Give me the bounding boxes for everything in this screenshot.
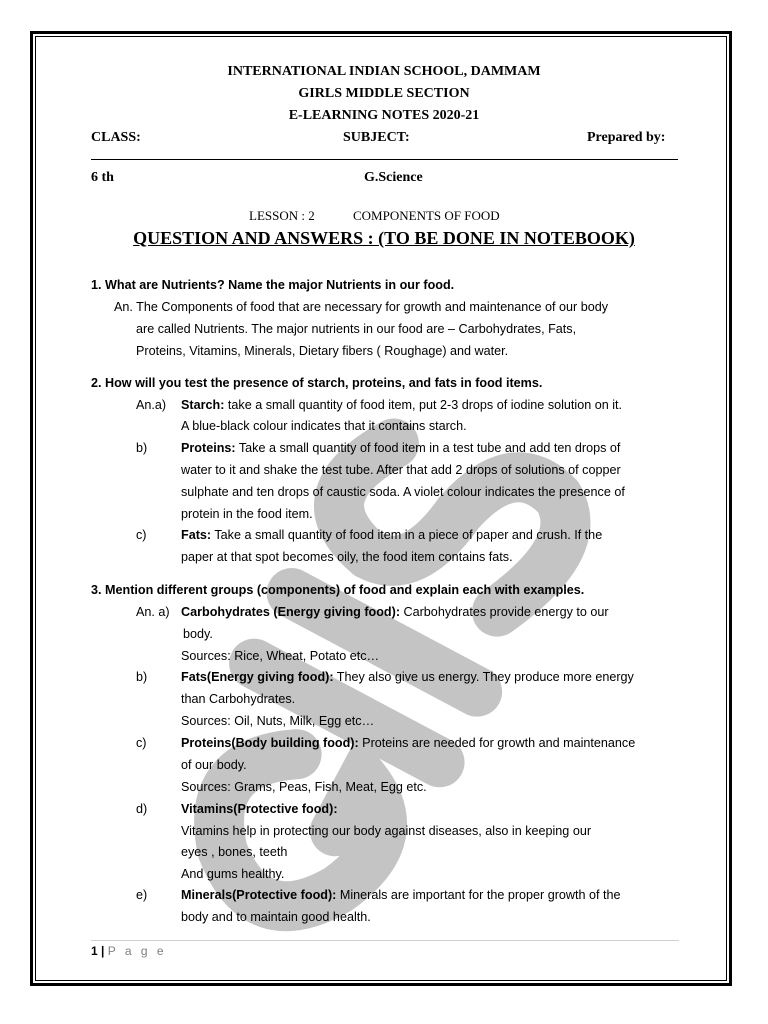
answer-3b-label: b) — [136, 670, 148, 684]
header-rule — [91, 159, 678, 160]
answer-2c-line-1 — [181, 526, 602, 544]
answer-3d-line-2: eyes , bones, teeth — [181, 845, 288, 859]
lesson-number: LESSON : 2 — [249, 208, 315, 223]
class-value: 6 th — [91, 170, 114, 185]
answer-2b-line-3: sulphate and ten drops of caustic soda. A violet colour indicates the presence of — [181, 485, 625, 499]
subject-label: SUBJECT: — [343, 130, 410, 145]
page-separator: | — [101, 944, 105, 958]
answer-3e-label: e) — [136, 888, 148, 902]
answer-3d-term: Vitamins(Protective food): — [181, 802, 338, 816]
answer-3d-line-3: And gums healthy. — [181, 867, 285, 881]
answer-2c-line-2: paper at that spot becomes oily, the food item contains fats. — [181, 550, 513, 564]
answer-3a-label: An. a) — [136, 605, 170, 619]
answer-2b-line-4: protein in the food item. — [181, 507, 313, 521]
school-name: INTERNATIONAL INDIAN SCHOOL, DAMMAM — [227, 64, 541, 79]
answer-3c-label: c) — [136, 736, 147, 750]
notes-title: E-LEARNING NOTES 2020-21 — [288, 108, 480, 123]
page-footer — [91, 944, 167, 958]
answer-3b-sources: Sources: Oil, Nuts, Milk, Egg etc… — [181, 714, 375, 728]
answer-2b-text: Take a small quantity of food item in a test tube and add ten drops of — [235, 441, 621, 455]
answer-3a-line-2: body. — [183, 627, 213, 641]
answer-2b-label: b) — [136, 441, 148, 455]
answer-3a-line-1 — [181, 603, 609, 621]
answer-2a-term: Starch: — [181, 398, 225, 412]
answer-3c-line-1 — [181, 734, 635, 752]
question-2: 2. How will you test the presence of starch, proteins, and fats in food items. — [91, 376, 543, 390]
answer-3a-term: Carbohydrates (Energy giving food): — [181, 605, 401, 619]
answer-3c-sources: Sources: Grams, Peas, Fish, Meat, Egg etc. — [181, 780, 427, 794]
answer-2a-line-2: A blue-black colour indicates that it contains starch. — [181, 419, 467, 433]
answer-1-line-3: Proteins, Vitamins, Minerals, Dietary fibers ( Roughage) and water. — [136, 344, 509, 358]
answer-3b-text: They also give us energy. They produce more energy — [333, 670, 634, 684]
answer-2b-line-1 — [181, 439, 620, 457]
answer-2c-term: Fats: — [181, 528, 212, 542]
answer-2b-term: Proteins: — [181, 441, 236, 455]
answer-3b-line-2: than Carbohydrates. — [181, 692, 296, 706]
answer-3e-line-1 — [181, 886, 621, 904]
answer-2c-label: c) — [136, 528, 147, 542]
answer-3c-line-2: of our body. — [181, 758, 247, 772]
answer-3e-line-2: body and to maintain good health. — [181, 910, 371, 924]
answer-3c-term: Proteins(Body building food): — [181, 736, 359, 750]
question-1: 1. What are Nutrients? Name the major Nutrients in our food. — [91, 278, 455, 292]
page-word: P a g e — [107, 944, 167, 958]
answer-3e-term: Minerals(Protective food): — [181, 888, 337, 902]
answer-2a-text: take a small quantity of food item, put 2-3 drops of iodine solution on it. — [224, 398, 623, 412]
question-3: 3. Mention different groups (components) of food and explain each with examples. — [91, 583, 585, 597]
section-name: GIRLS MIDDLE SECTION — [298, 86, 470, 101]
answer-2a-label: An.a) — [136, 398, 167, 412]
answer-3d-label: d) — [136, 802, 148, 816]
answer-3c-text: Proteins are needed for growth and maintenance — [358, 736, 636, 750]
answer-3e-text: Minerals are important for the proper growth of the — [336, 888, 621, 902]
answer-3b-line-1 — [181, 668, 634, 686]
answer-3a-text: Carbohydrates provide energy to our — [400, 605, 609, 619]
lesson-line — [249, 208, 500, 224]
prepared-by-label: Prepared by: — [587, 130, 666, 145]
subject-value: G.Science — [364, 170, 423, 185]
answer-1-line-2: are called Nutrients. The major nutrients in our food are – Carbohydrates, Fats, — [136, 322, 577, 336]
answer-2c-text: Take a small quantity of food item in a piece of paper and crush. If the — [211, 528, 603, 542]
answer-3d-line-1: Vitamins help in protecting our body against diseases, also in keeping our — [181, 824, 592, 838]
answer-1-line-1: An. The Components of food that are necessary for growth and maintenance of our body — [114, 300, 609, 314]
lesson-title: COMPONENTS OF FOOD — [353, 208, 500, 223]
answer-2a-line-1 — [181, 396, 622, 414]
page-number: 1 — [91, 944, 98, 958]
answer-3b-term: Fats(Energy giving food): — [181, 670, 334, 684]
qa-title: QUESTION AND ANSWERS : (TO BE DONE IN NOTEBOOK) — [133, 228, 635, 248]
class-label: CLASS: — [91, 130, 141, 145]
footer-rule — [91, 940, 679, 941]
answer-2b-line-2: water to it and shake the test tube. After that add 2 drops of solutions of copper — [181, 463, 621, 477]
answer-3a-sources: Sources: Rice, Wheat, Potato etc… — [181, 649, 380, 663]
